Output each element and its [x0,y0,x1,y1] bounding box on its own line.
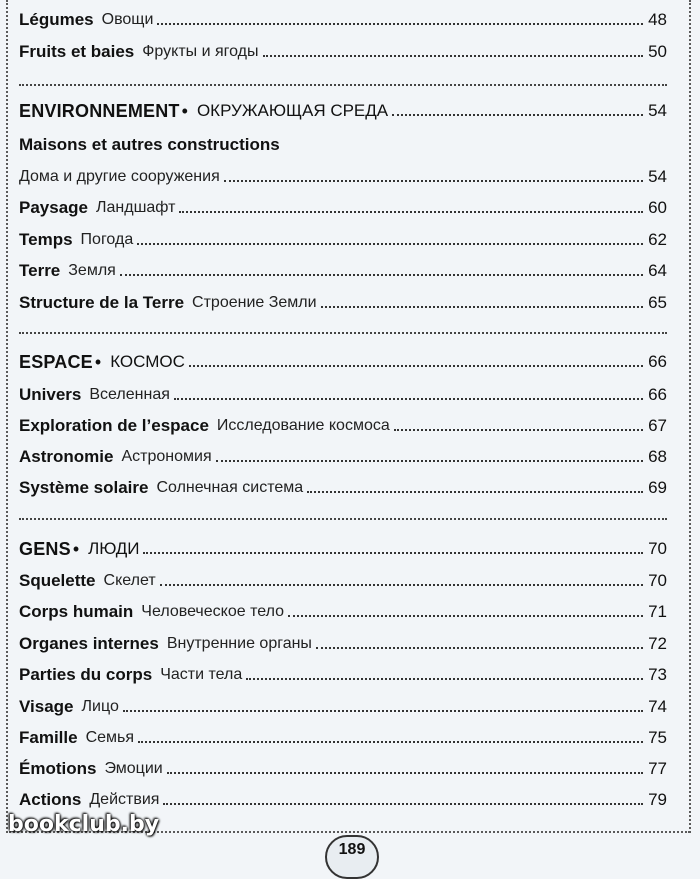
leader-dots [216,460,643,462]
entry-page: 75 [648,728,667,747]
entry-page: 66 [648,385,667,404]
section-page: 70 [648,539,667,558]
entry-title-ru: Ландшафт [96,199,176,216]
entry-title-fr: Terre [19,261,61,280]
section-title-ru: ОКРУЖАЮЩАЯ СРЕДА [196,101,389,120]
entry-title-ru: Семья [85,729,135,746]
entry-page: 77 [648,759,667,778]
toc-entry-corps-humain[interactable] [19,597,667,623]
toc-section-environment[interactable] [19,96,667,122]
bullet-icon: • [94,352,102,372]
toc-entry-visage[interactable] [19,692,667,718]
leader-dots [246,678,643,680]
entry-title-fr: Légumes [19,10,94,29]
entry-title-ru: Дома и другие сооружения [19,168,220,185]
entry-title-fr: Organes internes [19,634,159,653]
leader-dots [138,741,643,743]
leader-dots [163,803,643,805]
entry-title-ru: Эмоции [104,760,163,777]
entry-title-fr: Maisons et autres constructions [19,135,280,154]
entry-title-ru: Солнечная система [156,479,304,496]
left-dotted-border [6,0,8,833]
leader-dots [316,647,643,649]
toc-entry-temps[interactable] [19,225,667,251]
leader-dots [392,114,643,116]
leader-dots [263,55,643,57]
entry-page: 64 [648,261,667,280]
toc-entry-parties-du-corps[interactable] [19,660,667,686]
entry-title-ru: Астрономия [121,448,212,465]
leader-dots [160,584,643,586]
entry-page: 74 [648,697,667,716]
entry-title-fr: Actions [19,790,82,809]
section-title-fr: ESPACE [19,352,93,372]
page-number-badge: 189 [325,835,379,879]
entry-title-fr: Exploration de l’espace [19,416,209,435]
leader-dots [288,615,643,617]
toc-entry-astronomie[interactable] [19,442,667,468]
entry-page: 72 [648,634,667,653]
entry-title-ru: Человеческое тело [141,603,285,620]
leader-dots [157,23,643,25]
leader-dots [137,243,643,245]
entry-page: 67 [648,416,667,435]
section-title-fr: ENVIRONNEMENT [19,101,180,121]
section-separator [19,84,667,86]
leader-dots [174,398,643,400]
toc-section-space[interactable] [19,347,667,373]
leader-dots [394,429,643,431]
toc-entry-famille[interactable] [19,723,667,749]
leader-dots [167,772,643,774]
entry-title-ru: Строение Земли [192,294,317,311]
section-page: 66 [648,352,667,371]
entry-title-fr: Structure de la Terre [19,293,185,312]
entry-page: 54 [648,167,667,186]
entry-title-ru: Внутренние органы [166,635,312,652]
entry-page: 62 [648,230,667,249]
entry-title-fr: Visage [19,697,74,716]
section-title-ru: ЛЮДИ [88,539,140,558]
entry-title-ru: Вселенная [89,386,170,403]
section-title-ru: КОСМОС [110,352,185,371]
entry-page: 48 [648,10,667,29]
toc-entry-exploration[interactable] [19,411,667,437]
toc-entry-fruits[interactable] [19,37,667,63]
leader-dots [224,180,643,182]
toc-entry-terre[interactable] [19,256,667,282]
toc-entry-structure[interactable] [19,288,667,314]
leader-dots [321,306,643,308]
entry-title-fr: Univers [19,385,82,404]
entry-title-ru: Овощи [101,11,154,28]
entry-title-fr: Astronomie [19,447,114,466]
toc-section-people[interactable] [19,534,667,560]
entry-page: 73 [648,665,667,684]
entry-title-ru: Скелет [103,572,156,589]
entry-title-fr: Temps [19,230,73,249]
entry-title-fr: Paysage [19,198,88,217]
entry-page: 60 [648,198,667,217]
leader-dots [307,491,643,493]
entry-title-fr: Squelette [19,571,96,590]
entry-title-fr: Famille [19,728,78,747]
leader-dots [120,274,643,276]
toc-entry-actions[interactable] [19,785,667,811]
entry-title-ru: Погода [80,231,134,248]
toc-entry-maisons-ru[interactable] [19,162,667,188]
entry-page: 68 [648,447,667,466]
entry-page: 71 [648,602,667,621]
entry-page: 69 [648,478,667,497]
entry-page: 65 [648,293,667,312]
entry-page: 79 [648,790,667,809]
toc-entry-paysage[interactable] [19,193,667,219]
leader-dots [123,710,643,712]
toc-entry-emotions[interactable] [19,754,667,780]
toc-entry-squelette[interactable] [19,566,667,592]
toc-entry-maisons[interactable] [19,130,667,156]
entry-title-ru: Исследование космоса [216,417,390,434]
leader-dots [179,211,643,213]
entry-title-fr: Fruits et baies [19,42,135,61]
entry-title-fr: Parties du corps [19,665,153,684]
entry-title-ru: Действия [89,791,160,808]
toc-entry-univers[interactable] [19,380,667,406]
section-title-fr: GENS [19,539,71,559]
entry-page: 50 [648,42,667,61]
toc-entry-organes-internes[interactable] [19,629,667,655]
right-dotted-border [689,0,691,833]
section-separator [19,518,667,520]
leader-dots [189,365,643,367]
bullet-icon: • [181,101,188,121]
entry-page: 70 [648,571,667,590]
leader-dots [143,552,643,554]
entry-title-ru: Части тела [160,666,243,683]
entry-title-fr: Système solaire [19,478,149,497]
section-separator [19,332,667,334]
entry-title-ru: Земля [68,262,116,279]
entry-title-ru: Фрукты и ягоды [142,43,259,60]
toc-entry-legumes[interactable] [19,5,667,31]
toc-entry-systeme-solaire[interactable] [19,473,667,499]
entry-title-ru: Лицо [81,698,119,715]
watermark: bookclub.by [8,812,160,837]
bullet-icon: • [72,539,80,559]
entry-title-fr: Corps humain [19,602,134,621]
section-page: 54 [648,101,667,120]
entry-title-fr: Émotions [19,759,97,778]
